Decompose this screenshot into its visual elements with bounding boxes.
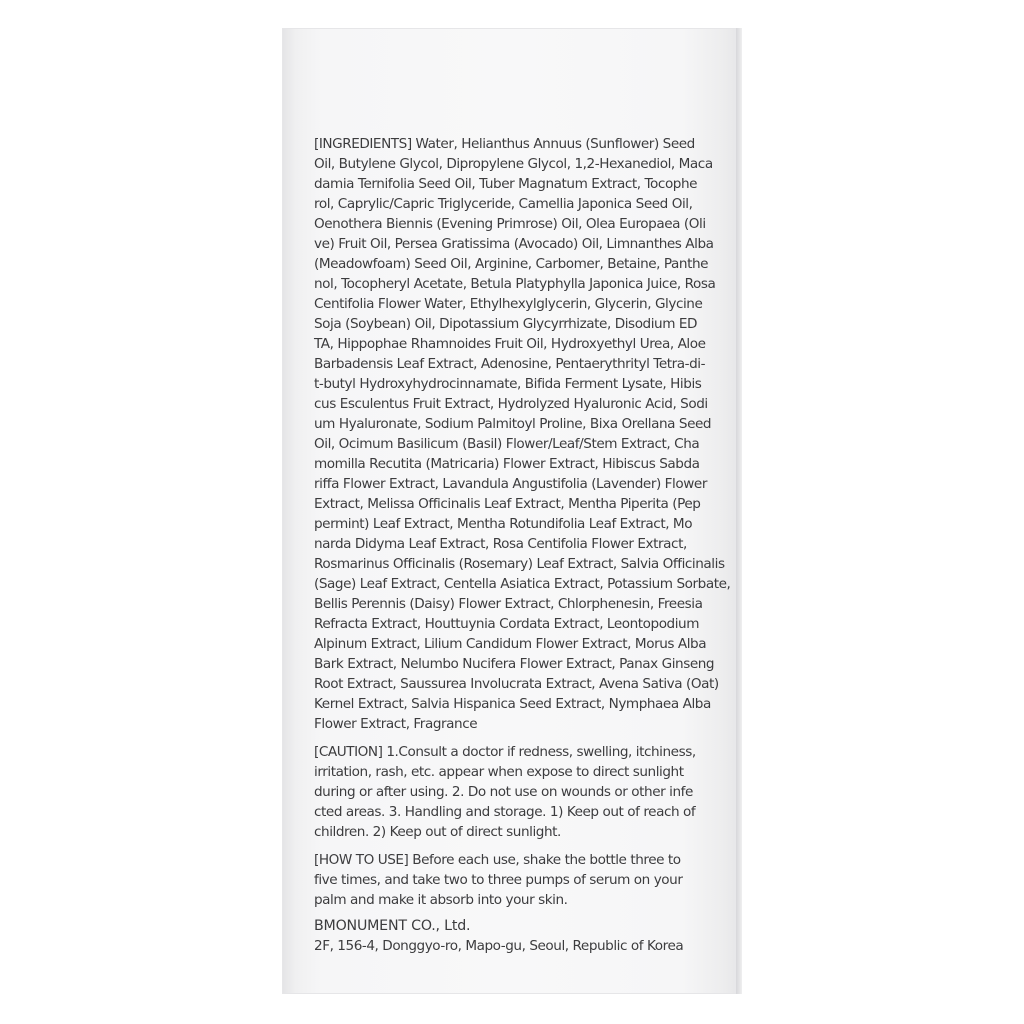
ingredients-line: ve) Fruit Oil, Persea Gratissima (Avocado) Oil, Limnanthes Alba xyxy=(314,236,714,252)
how-to-use-line: palm and make it absorb into your skin. xyxy=(314,892,568,908)
ingredients-line: Oil, Ocimum Basilicum (Basil) Flower/Leaf/Stem Extract, Cha xyxy=(314,436,700,452)
ingredients-line: Bark Extract, Nelumbo Nucifera Flower Extract, Panax Ginseng xyxy=(314,656,715,672)
ingredients-line: Oil, Butylene Glycol, Dipropylene Glycol, 1,2-Hexanediol, Maca xyxy=(314,156,713,172)
ingredients-paragraph xyxy=(314,134,731,734)
ingredients-line: t-butyl Hydroxyhydrocinnamate, Bifida Ferment Lysate, Hibis xyxy=(314,376,702,392)
ingredients-line: (Meadowfoam) Seed Oil, Arginine, Carbomer, Betaine, Panthe xyxy=(314,256,709,272)
paragraph-spacer xyxy=(314,734,700,742)
caution-line: during or after using. 2. Do not use on wounds or other infe xyxy=(314,784,693,800)
ingredients-line: TA, Hippophae Rhamnoides Fruit Oil, Hydroxyethyl Urea, Aloe xyxy=(314,336,706,352)
ingredients-line: Kernel Extract, Salvia Hispanica Seed Extract, Nymphaea Alba xyxy=(314,696,711,712)
company-block xyxy=(314,916,700,956)
paragraph-spacer xyxy=(314,842,700,850)
caution-line: children. 2) Keep out of direct sunlight. xyxy=(314,824,561,840)
ingredients-line: Barbadensis Leaf Extract, Adenosine, Pentaerythrityl Tetra-di- xyxy=(314,356,706,372)
ingredients-line: Bellis Perennis (Daisy) Flower Extract, Chlorphenesin, Freesia xyxy=(314,596,703,612)
ingredients-line: narda Didyma Leaf Extract, Rosa Centifolia Flower Extract, xyxy=(314,536,687,552)
ingredients-line: cus Esculentus Fruit Extract, Hydrolyzed Hyaluronic Acid, Sodi xyxy=(314,396,708,412)
ingredients-line: Oenothera Biennis (Evening Primrose) Oil, Olea Europaea (Oli xyxy=(314,216,706,232)
ingredients-line: Alpinum Extract, Lilium Candidum Flower Extract, Morus Alba xyxy=(314,636,707,652)
caution-paragraph xyxy=(314,742,700,842)
ingredients-line: um Hyaluronate, Sodium Palmitoyl Proline, Bixa Orellana Seed xyxy=(314,416,712,432)
ingredients-line: rol, Caprylic/Capric Triglyceride, Camellia Japonica Seed Oil, xyxy=(314,196,693,212)
ingredients-line: Extract, Melissa Officinalis Leaf Extract, Mentha Piperita (Pep xyxy=(314,496,701,512)
ingredients-line: damia Ternifolia Seed Oil, Tuber Magnatum Extract, Tocophe xyxy=(314,176,698,192)
caution-line: [CAUTION] 1.Consult a doctor if redness, swelling, itchiness, xyxy=(314,744,696,760)
ingredients-line: Rosmarinus Officinalis (Rosemary) Leaf Extract, Salvia Officinalis xyxy=(314,556,725,572)
how-to-use-paragraph xyxy=(314,850,700,910)
ingredients-line: momilla Recutita (Matricaria) Flower Extract, Hibiscus Sabda xyxy=(314,456,700,472)
company-address: 2F, 156-4, Donggyo-ro, Mapo-gu, Seoul, Republic of Korea xyxy=(314,938,684,954)
box-side-edge xyxy=(736,28,742,994)
caution-line: irritation, rash, etc. appear when expose to direct sunlight xyxy=(314,764,684,780)
ingredients-line: Centifolia Flower Water, Ethylhexylglycerin, Glycerin, Glycine xyxy=(314,296,703,312)
ingredients-line: Refracta Extract, Houttuynia Cordata Extract, Leontopodium xyxy=(314,616,700,632)
how-to-use-line: five times, and take two to three pumps of serum on your xyxy=(314,872,683,888)
caution-line: cted areas. 3. Handling and storage. 1) Keep out of reach of xyxy=(314,804,696,820)
ingredients-line: [INGREDIENTS] Water, Helianthus Annuus (Sunflower) Seed xyxy=(314,136,695,152)
label-text-block xyxy=(314,134,731,956)
ingredients-line: Flower Extract, Fragrance xyxy=(314,716,478,732)
ingredients-line: Root Extract, Saussurea Involucrata Extract, Avena Sativa (Oat) xyxy=(314,676,719,692)
how-to-use-line: [HOW TO USE] Before each use, shake the bottle three to xyxy=(314,852,681,868)
ingredients-line: (Sage) Leaf Extract, Centella Asiatica Extract, Potassium Sorbate, xyxy=(314,576,731,592)
ingredients-line: riffa Flower Extract, Lavandula Angustifolia (Lavender) Flower xyxy=(314,476,707,492)
ingredients-line: permint) Leaf Extract, Mentha Rotundifolia Leaf Extract, Mo xyxy=(314,516,693,532)
company-name: BMONUMENT CO., Ltd. xyxy=(314,918,471,934)
ingredients-line: nol, Tocopheryl Acetate, Betula Platyphylla Japonica Juice, Rosa xyxy=(314,276,716,292)
ingredients-line: Soja (Soybean) Oil, Dipotassium Glycyrrhizate, Disodium ED xyxy=(314,316,698,332)
